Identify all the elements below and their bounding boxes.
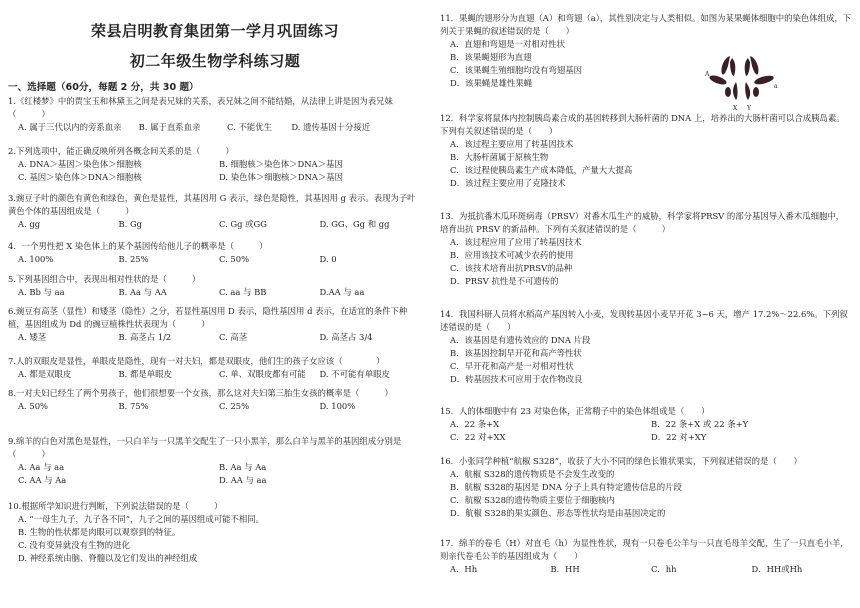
- option-c[interactable]: C. 25%: [219, 401, 250, 412]
- option-d[interactable]: D. 高茎占 3/4: [319, 332, 373, 343]
- option-c[interactable]: C．早开花和高产是一对相对性状: [450, 361, 574, 372]
- option-a[interactable]: A．该基因是有遗传效应的 DNA 片段: [450, 335, 591, 346]
- option-b[interactable]: B. 25%: [118, 254, 149, 265]
- option-b[interactable]: B. Aa 与 Aa: [219, 462, 267, 473]
- options: [8, 513, 420, 565]
- option-d[interactable]: D. 染色体＞细胞核＞DNA＞基因: [219, 172, 343, 183]
- options: [440, 468, 852, 520]
- option-d[interactable]: D. 遗传基因十分接近: [291, 122, 371, 133]
- option-a[interactable]: A. gg: [18, 219, 41, 230]
- option-b[interactable]: B. 高茎占 1/2: [118, 332, 172, 343]
- chromosome-small-right: [753, 87, 759, 97]
- option-d[interactable]: D．转基因技术可应用于农作物改良: [450, 374, 583, 385]
- exam-title: 荣县启明教育集团第一学月巩固练习: [90, 22, 339, 40]
- option-c[interactable]: C．hh: [651, 564, 677, 575]
- option-a[interactable]: A. DNA＞基因＞染色体＞细胞核: [18, 159, 142, 170]
- options: [8, 286, 420, 299]
- option-c[interactable]: C．航椒 S328的遗传物质主要位于细胞核内: [450, 495, 615, 506]
- options: [8, 158, 420, 184]
- question-8: [8, 387, 420, 413]
- option-d[interactable]: D. GG、Gg 和 gg: [319, 219, 390, 230]
- question-stem: 8.一对夫妇已经生了两个男孩子，他们很想要一个女孩，那么这对夫妇第三胎生女孩的概率是（ ）: [8, 388, 393, 398]
- question-stem: 6.豌豆有高茎（显性）和矮茎（隐性）之分，若显性基因用 D 表示，隐性基因用 d 表示，在适宜的条件下种植，基因组成为 Dd 的豌豆植株性状表现为（ ）: [8, 306, 408, 330]
- chromosome-pair-right: [745, 56, 759, 76]
- option-a[interactable]: A. 都是双眼皮: [18, 369, 72, 380]
- option-d[interactable]: D. 神经系统由脑、脊髓以及它们发出的神经组成: [18, 553, 198, 564]
- option-b[interactable]: B. 细胞核＞染色体＞DNA＞基因: [219, 159, 343, 170]
- question-stem: 5.下列基因组合中，表现出相对性状的是（ ）: [8, 274, 201, 284]
- options: [8, 400, 420, 413]
- question-stem: 14．我国科研人员将水稻高产基因转入小麦，发现转基因小麦早开花 3~6 天，增产 17.2%～22.6%。下列叙述错误的是（ ）: [440, 309, 848, 333]
- option-c[interactable]: C. AA 与 Aa: [18, 475, 67, 486]
- option-c[interactable]: C. 单、双眼皮都有可能: [219, 369, 306, 380]
- option-c[interactable]: C．该过程使胰岛素生产成本降低，产量大大提高: [450, 165, 633, 176]
- question-13: [440, 210, 852, 288]
- option-a[interactable]: A. Aa 与 aa: [18, 462, 65, 473]
- option-d[interactable]: D．航椒 S328的果实颜色、形态等性状均是由基因决定的: [450, 508, 666, 519]
- option-b[interactable]: B．HH: [550, 564, 580, 575]
- question-14: [440, 308, 852, 386]
- option-c[interactable]: C. 高茎: [219, 332, 248, 343]
- question-15: [440, 405, 852, 444]
- option-d[interactable]: D.AA 与 aa: [319, 287, 365, 298]
- option-b[interactable]: B. 生物的性状都是肉眼可以观察到的特征。: [18, 527, 181, 538]
- option-d[interactable]: D．22 对+XY: [651, 432, 707, 443]
- option-a[interactable]: A. 属于三代以内的旁系血亲: [18, 122, 122, 133]
- option-d[interactable]: D. 100%: [319, 401, 356, 412]
- option-c[interactable]: C. 基因＞染色体＞DNA＞细胞核: [18, 172, 142, 183]
- options: [8, 368, 420, 381]
- option-d[interactable]: D．PRSV 抗性是不可遗传的: [450, 276, 559, 287]
- question-6: [8, 305, 420, 344]
- question-stem: 10.根据所学知识进行判断，下列说法错误的是（ ）: [8, 501, 223, 511]
- label-a-upper: A: [705, 71, 710, 78]
- question-17: [440, 537, 852, 576]
- exam-subtitle: 初二年级生物学科练习题: [129, 52, 301, 70]
- chromosome-a-right: [753, 74, 774, 86]
- question-stem: 17．绵羊的卷毛（H）对直毛（h）为显性性状，现有一只卷毛公羊与一只直毛母羊交配，生了一只直毛小羊，则亲代卷毛公羊的基因组成为（ ）: [440, 538, 849, 562]
- option-d[interactable]: D. AA 与 aa: [219, 475, 267, 486]
- option-a[interactable]: A．该过程应用了应用了转基因技术: [450, 237, 582, 248]
- question-stem: 2.下列选项中，能正确反映所列各概念间关系的是（ ）: [8, 146, 234, 156]
- question-12: [440, 112, 852, 190]
- option-c[interactable]: C. aa 与 BB: [219, 287, 267, 298]
- question-10: [8, 500, 420, 565]
- options: [8, 331, 420, 344]
- option-b[interactable]: B. 75%: [118, 401, 149, 412]
- question-4: [8, 240, 420, 266]
- question-stem: 13．为抵抗番木瓜环斑病毒（PRSV）对番木瓜生产的威胁，科学家将PRSV 的部分基因导入番木瓜细胞中，培育出抗 PRSV 的新品种。下列有关叙述错误的是（ ）: [440, 211, 845, 235]
- fruit-fly-chromosome-figure: [702, 48, 782, 116]
- question-stem: 9.绵羊的白色对黑色是显性，一只白羊与一只黑羊交配生了一只小黑羊，那么白羊与黑羊的基因组成分别是（ ）: [8, 436, 402, 460]
- option-d[interactable]: D．该过程主要应用了克隆技术: [450, 178, 566, 189]
- question-stem: 4．一个男性把 X 染色体上的某个基因传给他儿子的概率是（ ）: [8, 241, 268, 251]
- option-a[interactable]: A. Bb 与 aa: [18, 287, 65, 298]
- question-5: [8, 273, 420, 299]
- question-9: [8, 435, 420, 487]
- option-d[interactable]: D．该果蝇是雄性果蝇: [450, 78, 533, 89]
- option-b[interactable]: B．航椒 S328的基因是 DNA 分子上具有特定遗传信息的片段: [450, 482, 682, 493]
- options: [440, 418, 852, 444]
- option-b[interactable]: B．应用该技术可减少农药的使用: [450, 250, 574, 261]
- question-11: [440, 12, 852, 90]
- options: [440, 138, 852, 190]
- option-b[interactable]: B. Gg: [118, 219, 143, 230]
- options: [8, 253, 420, 266]
- chromosome-x: [733, 82, 738, 100]
- option-a[interactable]: A．22 条+X: [450, 419, 500, 430]
- chromosome-shapes: [708, 56, 774, 100]
- options: [440, 236, 852, 288]
- option-a[interactable]: A. 矮茎: [18, 332, 47, 343]
- option-d[interactable]: D．HH或Hh: [751, 564, 803, 575]
- option-d[interactable]: D. 不可能有单眼皮: [319, 369, 390, 380]
- option-c[interactable]: C. Gg 或GG: [219, 219, 267, 230]
- option-c[interactable]: C. 50%: [219, 254, 250, 265]
- question-7: [8, 355, 420, 381]
- option-b[interactable]: B. 属于直系血亲: [138, 122, 201, 133]
- label-x: X: [733, 105, 738, 112]
- option-d[interactable]: D. 0: [319, 254, 337, 265]
- chromosome-pair-left: [721, 56, 735, 76]
- option-c[interactable]: C. 没有变异就没有生物的进化: [18, 540, 130, 551]
- question-stem: 16．小张同学种植“航椒 S328”，收获了大小不同的绿色长锥状果实，下列叙述错误的是（ ）: [440, 456, 802, 466]
- option-b[interactable]: B. Aa 与 AA: [118, 287, 167, 298]
- options: [440, 563, 852, 576]
- options: [440, 334, 852, 386]
- question-stem: 11．果蝇的翅形分为直翅（A）和弯翅（a），其性别决定与人类相似。如图为某果蝇体细胞中的染色体组成，下列关于果蝇的叙述错误的是（ ）: [440, 13, 852, 37]
- question-3: [8, 192, 420, 231]
- question-stem: 12．科学家将鼠体内控制胰岛素合成的基因转移到大肠杆菌的 DNA 上，培养出的大肠杆菌可以合成胰岛素。下列有关叙述错误的是（ ）: [440, 113, 845, 137]
- option-a[interactable]: A．航椒 S328的遗传物质是不会发生改变的: [450, 469, 615, 480]
- option-b[interactable]: B．该基因控制早开花和高产等性状: [450, 348, 582, 359]
- option-a[interactable]: A. 50%: [18, 401, 48, 412]
- option-b[interactable]: B．22 条+X 或 22 条+Y: [651, 419, 749, 430]
- option-a[interactable]: A．直翅和弯翅是一对相对性状: [450, 39, 565, 50]
- chromosome-y: [745, 82, 750, 100]
- question-stem: 3.豌豆子叶的颜色有黄色和绿色，黄色是显性，其基因用 G 表示，绿色是隐性，其基因用 g 表示。表现为子叶黄色个体的基因组成是（ ）: [8, 193, 416, 217]
- label-y: Y: [747, 105, 751, 112]
- option-c[interactable]: C．该技术培育出抗PRSV的品种: [450, 263, 573, 274]
- question-stem: 15．人的体细胞中有 23 对染色体，正常精子中的染色体组成是（ ）: [440, 406, 710, 416]
- question-2: [8, 145, 420, 184]
- option-c[interactable]: C. 不能优生: [227, 122, 272, 133]
- section-heading: 一、选择题（60分，每题 2 分，共 30 题）: [8, 82, 199, 93]
- option-b[interactable]: B．该果蝇翅形为直翅: [450, 52, 532, 63]
- question-16: [440, 455, 852, 520]
- option-a[interactable]: A．该过程主要应用了转基因技术: [450, 139, 574, 150]
- question-stem: 1.《红楼梦》中的贾宝玉和林黛玉之间是表兄妹的关系，表兄妹之间不能结婚，从法律上讲是因为表兄妹（ ）: [8, 96, 393, 120]
- options: [440, 38, 705, 90]
- options: [8, 121, 420, 134]
- option-a[interactable]: A. “一母生九子，九子各不同”，九子之间的基因组成可能不相同。: [18, 514, 265, 525]
- option-c[interactable]: C．该果蝇生殖细胞均没有弯翅基因: [450, 65, 583, 76]
- label-a-lower: a: [774, 83, 778, 90]
- question-stem: 7.人的双眼皮是显性，单眼皮是隐性，现有一对夫妇，都是双眼皮，他们生的孩子女应该（ ）: [8, 356, 385, 366]
- options: [8, 218, 420, 231]
- option-b[interactable]: B. 都是单眼皮: [118, 369, 172, 380]
- option-a[interactable]: A．Hh: [450, 564, 478, 575]
- option-a[interactable]: A. 100%: [18, 254, 54, 265]
- chromosome-small-left: [725, 87, 731, 97]
- chromosome-a-left: [708, 74, 727, 87]
- options: [8, 461, 420, 487]
- option-c[interactable]: C．22 对+XX: [450, 432, 506, 443]
- option-b[interactable]: B．大肠杆菌属于原核生物: [450, 152, 549, 163]
- question-1: [8, 95, 420, 134]
